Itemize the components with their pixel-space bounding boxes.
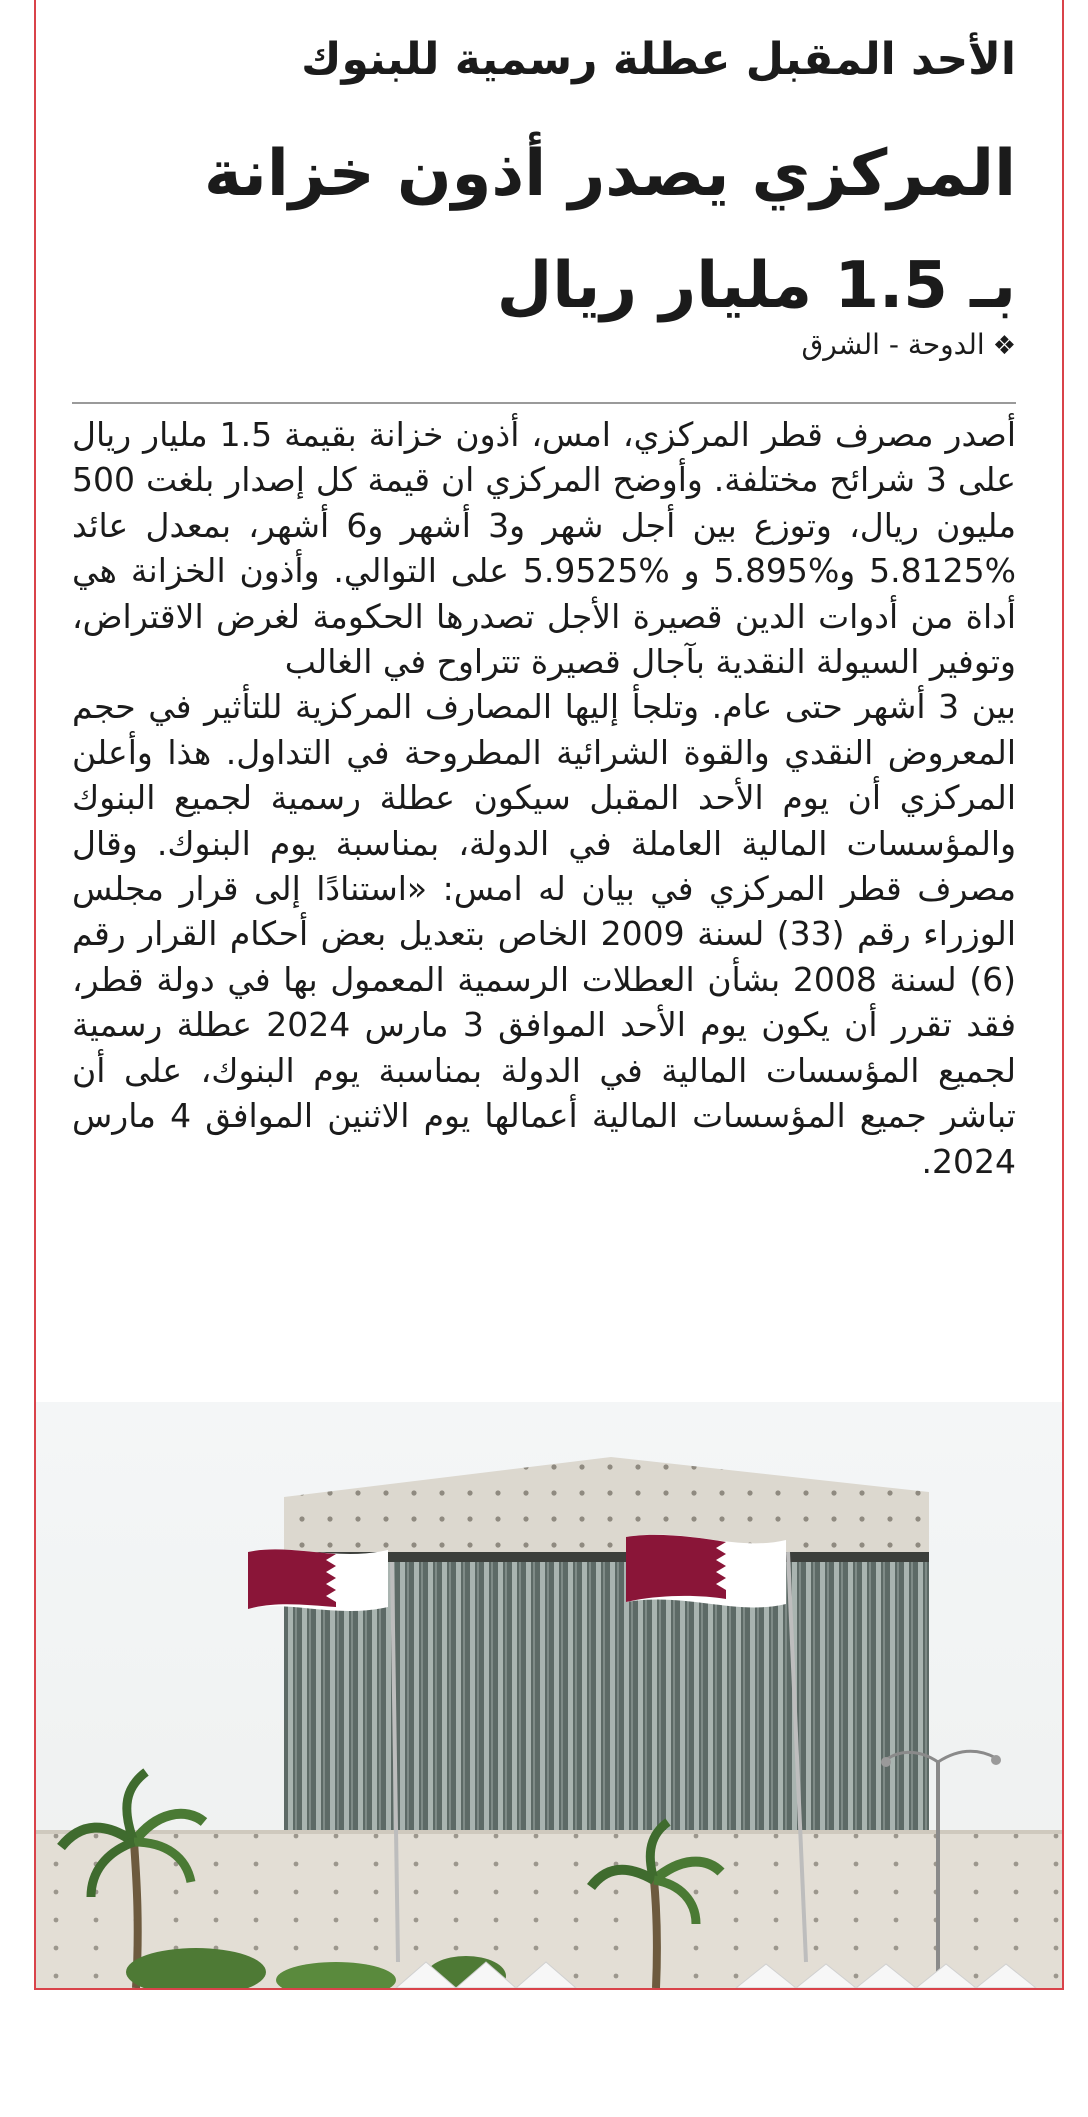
article-paragraph-2: بين 3 أشهر حتى عام. وتلجأ إليها المصارف المركزية للتأثير في حجم المعروض النقدي والقوة الشرائية المطروحة في التداول. هذا وأعلن المركزي أن يوم الأحد المقبل سيكون عطلة رسمية لجميع البنوك والمؤسسات المالية العاملة في الدولة، بمناسبة يوم البنوك. وقال مصرف قطر المركزي في بيان له امس: «استنادًا إلى قرار مجلس الوزراء رقم (33) لسنة 2009 الخاص بتعديل بعض أحكام القرار رقم (6) لسنة 2008 بشأن العطلات الرسمية المعمول بها في دولة قطر، فقد تقرر أن يكون يوم الأحد الموافق 3 مارس 2024 عطلة رسمية لجميع المؤسسات المالية في الدولة بمناسبة يوم البنوك، على أن تباشر جميع المؤسسات المالية أعمالها يوم الاثنين الموافق 4 مارس 2024. xyxy=(72,687,1016,1181)
divider-rule xyxy=(72,402,1016,404)
bank-tower xyxy=(284,1457,929,1882)
article-byline xyxy=(516,325,1016,366)
byline-bullet-icon: ❖ xyxy=(992,331,1016,361)
central-bank-photo xyxy=(36,1402,1062,1988)
article-kicker: الأحد المقبل عطلة رسمية للبنوك xyxy=(301,34,1016,85)
article-body xyxy=(72,412,1016,1392)
byline-text: الدوحة - الشرق xyxy=(801,328,985,361)
article-paragraph-1: أصدر مصرف قطر المركزي، امس، أذون خزانة بقيمة 1.5 مليار ريال على 3 شرائح مختلفة. وأوضح المركزي ان قيمة كل إصدار بلغت 500 مليون ريال، وتوزع بين أجل شهر و3 أشهر و6 أشهر، بمعدل عائد %5.8125 و%5.895 و %5.9525 على التوالي. وأذون الخزانة هي أداة من أدوات الدين قصيرة الأجل تصدرها الحكومة لغرض الاقتراض، وتوفير السيولة النقدية بآجال قصيرة تتراوح في الغالب xyxy=(72,415,1016,682)
headline-line-1: المركزي يصدر أذون خزانة xyxy=(203,137,1016,211)
headline-line-2: بـ 1.5 مليار ريال xyxy=(496,249,1016,323)
article-headline xyxy=(66,118,1016,342)
